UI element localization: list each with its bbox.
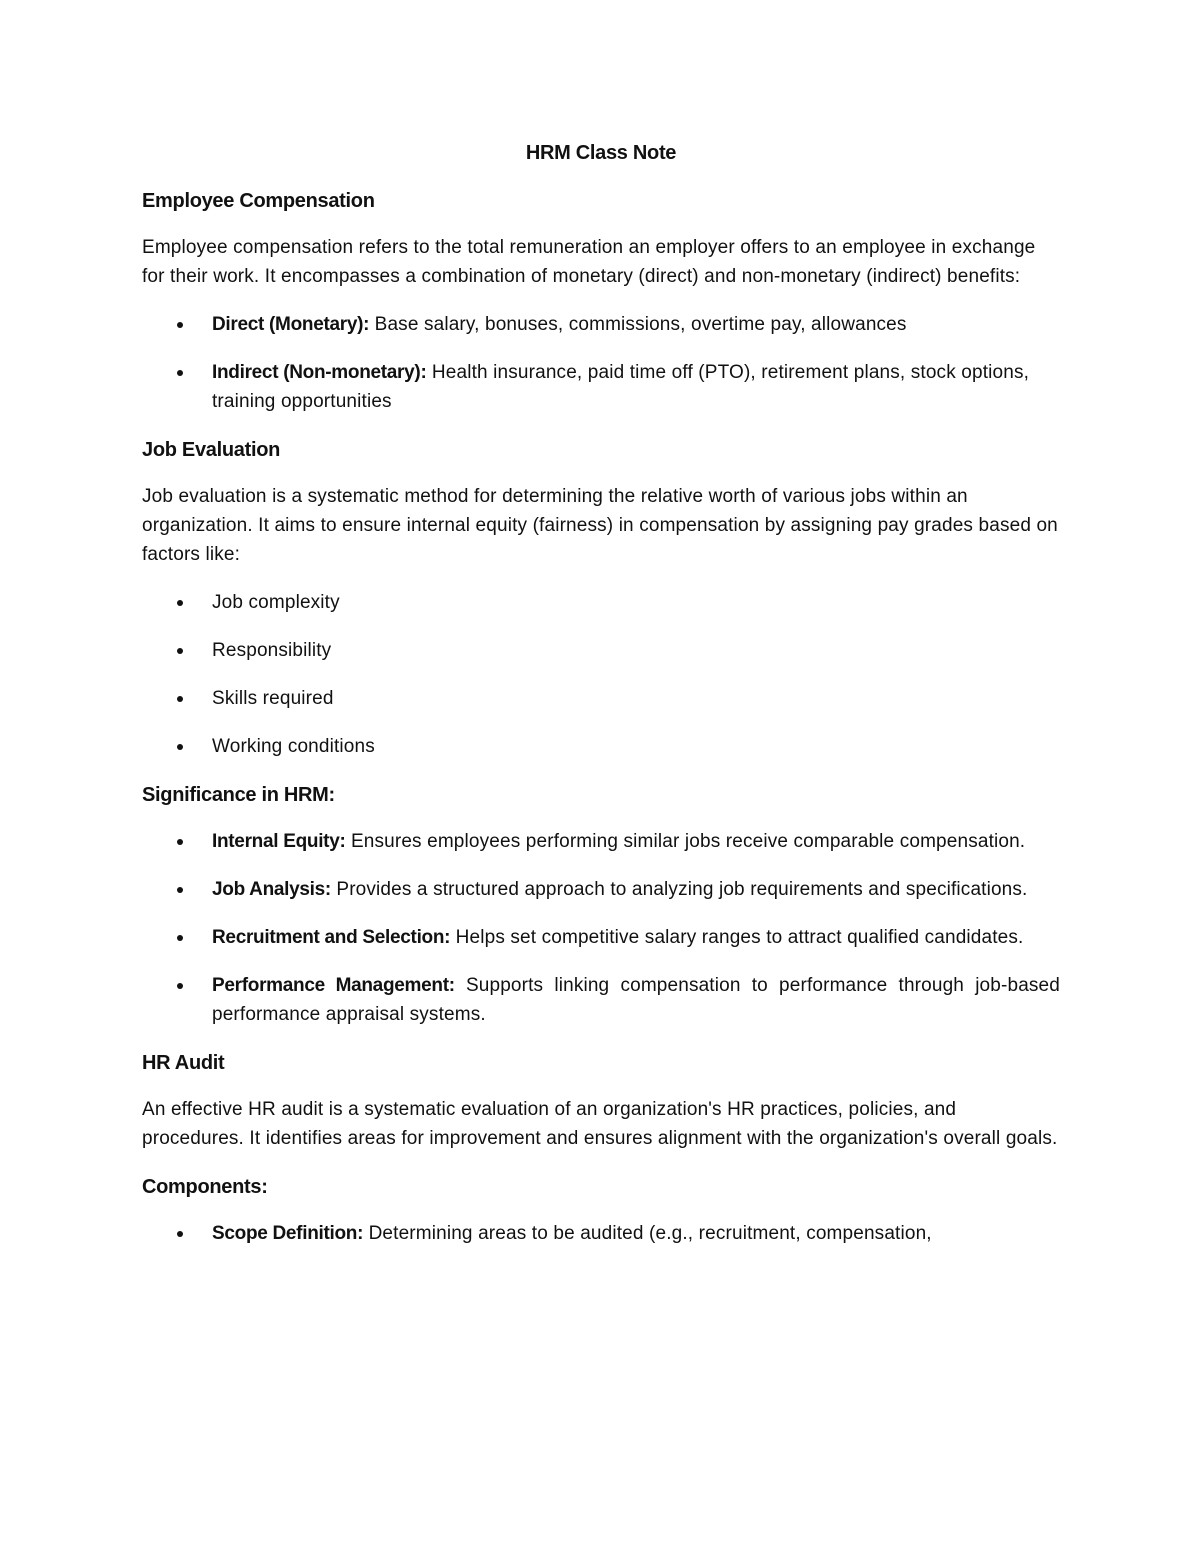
- bullet-icon: [177, 600, 183, 606]
- job-factors-list: [142, 588, 1060, 761]
- item-term: Internal Equity:: [212, 831, 346, 852]
- bullet-icon: [177, 696, 183, 702]
- list-item: [142, 588, 1060, 617]
- item-term: Recruitment and Selection:: [212, 927, 451, 948]
- list-item: [142, 875, 1060, 904]
- list-item: [142, 684, 1060, 713]
- item-text: Ensures employees performing similar jobs receive comparable compensation.: [350, 831, 1026, 852]
- list-item: [142, 358, 1060, 416]
- heading-hr-audit: HR Audit: [142, 1052, 225, 1074]
- item-text: Helps set competitive salary ranges to attract qualified candidates.: [455, 927, 1024, 948]
- item-term: Performance Management:: [212, 975, 455, 996]
- bullet-icon: [177, 744, 183, 750]
- item-term: Indirect (Non-monetary):: [212, 362, 427, 383]
- bullet-icon: [177, 648, 183, 654]
- bullet-icon: [177, 370, 183, 376]
- item-text: Health insurance, paid time off (PTO), retirement plans, stock options, training opportunities: [212, 362, 1030, 412]
- item-term: Job Analysis:: [212, 879, 331, 900]
- bullet-icon: [177, 935, 183, 941]
- heading-components: Components:: [142, 1176, 268, 1198]
- bullet-icon: [177, 1231, 183, 1237]
- item-text: Working conditions: [212, 736, 375, 757]
- job-evaluation-intro: Job evaluation is a systematic method for determining the relative worth of various jobs within an organization. It aims to ensure internal equity (fairness) in compensation by assigning pay grades based on factors like:: [142, 486, 1058, 565]
- compensation-list: [142, 310, 1060, 416]
- significance-list: [142, 827, 1060, 1029]
- document-body: [142, 138, 1060, 1267]
- item-text: Responsibility: [212, 640, 332, 661]
- bullet-icon: [177, 322, 183, 328]
- list-item: [142, 732, 1060, 761]
- list-item: [142, 923, 1060, 952]
- list-item: [142, 971, 1060, 1029]
- heading-significance: Significance in HRM:: [142, 784, 335, 806]
- item-text: Job complexity: [212, 592, 340, 613]
- bullet-icon: [177, 887, 183, 893]
- item-term: Scope Definition:: [212, 1223, 364, 1244]
- item-term: Direct (Monetary):: [212, 314, 370, 335]
- list-item: [142, 310, 1060, 339]
- heading-employee-compensation: Employee Compensation: [142, 190, 375, 212]
- compensation-intro: Employee compensation refers to the total remuneration an employer offers to an employee in exchange for their work. It encompasses a combination of monetary (direct) and non-monetary (indirect) benefits:: [142, 237, 1036, 287]
- list-item: [142, 1219, 1060, 1248]
- bullet-icon: [177, 839, 183, 845]
- item-text: Determining areas to be audited (e.g., recruitment, compensation,: [368, 1223, 932, 1244]
- item-text: Skills required: [212, 688, 334, 709]
- heading-job-evaluation: Job Evaluation: [142, 439, 281, 461]
- item-text: Base salary, bonuses, commissions, overtime pay, allowances: [374, 314, 907, 335]
- components-list: [142, 1219, 1060, 1248]
- item-text: Supports linking compensation to performance through job-based performance appraisal systems.: [212, 975, 1060, 1025]
- item-text: Provides a structured approach to analyzing job requirements and specifications.: [336, 879, 1028, 900]
- document-title: HRM Class Note: [525, 142, 677, 164]
- bullet-icon: [177, 983, 183, 989]
- list-item: [142, 827, 1060, 856]
- hr-audit-intro: An effective HR audit is a systematic evaluation of an organization's HR practices, policies, and procedures. It identifies areas for improvement and ensures alignment with the organization's overall goals.: [142, 1099, 1058, 1149]
- list-item: [142, 636, 1060, 665]
